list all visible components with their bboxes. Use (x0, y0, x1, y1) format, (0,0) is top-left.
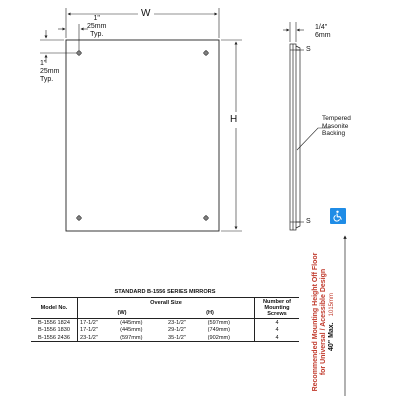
thickness-label (315, 24, 331, 40)
cell-h-in: 29-1/2" (167, 327, 186, 334)
cell-h-mm: (597mm) (206, 319, 255, 327)
top-offset-imperial: 1" (93, 15, 100, 22)
top-offset-label (87, 15, 106, 39)
table-caption: STANDARD B-1556 SERIES MIRRORS (114, 289, 216, 295)
height-label: H (230, 114, 238, 125)
cell-h-in: 23-1/2" (167, 319, 186, 326)
mounting-height-note (312, 252, 352, 392)
side-offset-note: Typ. (40, 76, 54, 83)
mirror-side-view (290, 44, 300, 230)
side-offset-metric: 25mm (40, 68, 60, 75)
cell-h-in: 35-1/2" (167, 334, 186, 341)
screw-bottom-left (76, 215, 82, 221)
screw-marker-top: S (306, 46, 311, 53)
header-screws: Number of Mounting Screws (263, 298, 291, 318)
cell-w-mm: (445mm) (120, 319, 143, 326)
table-body (31, 319, 299, 342)
mirror-front-panel (66, 40, 219, 231)
header-overall-size: Overall Size (78, 298, 255, 309)
cell-h-mm: (749mm) (206, 327, 255, 334)
thickness-metric: 6mm (315, 32, 331, 39)
mounting-note-line2: for Universal / Acessible Design (320, 268, 327, 376)
header-w: (W) (78, 308, 166, 319)
cell-h-mm: (902mm) (206, 334, 255, 342)
side-offset-imperial: 1" (40, 60, 47, 67)
top-offset-metric: 25mm (87, 23, 107, 30)
cell-w-mm: (445mm) (120, 327, 143, 334)
cell-w-in: 17-1/2" (78, 319, 119, 327)
cell-screws: 4 (275, 334, 279, 341)
side-offset-label (40, 60, 59, 84)
backing-callout: Tempered Masonite Backing (322, 115, 351, 137)
screw-marker-bottom: S (306, 218, 311, 225)
height-dimension (221, 40, 242, 231)
mounting-note-line3 (328, 252, 336, 392)
width-label: W (141, 8, 151, 19)
thickness-dimension (283, 22, 304, 42)
mirror-size-table (31, 297, 299, 342)
table-row (31, 327, 299, 334)
cell-w-mm: (597mm) (120, 334, 143, 341)
cell-screws: 4 (275, 319, 279, 326)
cell-screws: 4 (275, 327, 279, 334)
cell-model: B-1556 1824 (37, 319, 71, 326)
wheelchair-icon (330, 208, 346, 224)
thickness-imperial: 1/4" (315, 24, 328, 31)
header-h: (H) (166, 308, 255, 319)
mounting-note-line1: Recommended Mounting Height Off Floor (312, 252, 319, 392)
screw-top-right (203, 50, 209, 56)
cell-model: B-1556 2436 (37, 334, 71, 341)
side-offset-dimension (40, 30, 77, 63)
top-offset-dimension (58, 24, 88, 50)
top-offset-note: Typ. (90, 31, 104, 38)
screw-bottom-right (203, 215, 209, 221)
mounting-note-metric: 1015mm (329, 293, 335, 317)
cell-model: B-1556 1830 (37, 327, 71, 334)
cell-w-in: 23-1/2" (78, 334, 119, 342)
table-row (31, 334, 299, 342)
cell-w-in: 17-1/2" (78, 327, 119, 334)
header-model: Model No. (40, 304, 68, 311)
table-row (31, 319, 299, 327)
mounting-note-max: 40" Max. (328, 322, 335, 351)
